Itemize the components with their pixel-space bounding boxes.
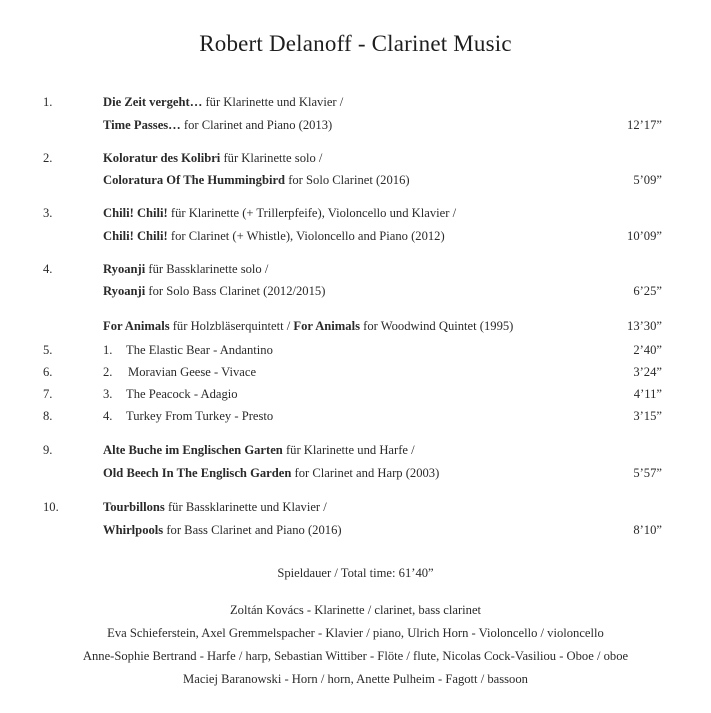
track-title-de: Koloratur des Kolibri für Klarinette solo /: [103, 151, 323, 165]
suite-duration: 13’30”: [627, 319, 662, 333]
track-number: 9.: [43, 443, 53, 457]
track-title-de: Die Zeit vergeht… für Klarinette und Klavier /: [103, 95, 344, 109]
track-number: 7.: [43, 387, 53, 401]
movement-title: Turkey From Turkey - Presto: [126, 409, 274, 423]
track-number: 2.: [43, 151, 53, 165]
track-title-en: Chili! Chili! for Clarinet (+ Whistle), Violoncello and Piano (2012): [103, 229, 445, 243]
movement-duration: 3’15”: [633, 409, 662, 423]
track-duration: 8’10”: [633, 523, 662, 537]
track-number: 10.: [43, 500, 59, 514]
track-title-en: Coloratura Of The Hummingbird for Solo Clarinet (2016): [103, 173, 410, 187]
movement-number: 3.: [103, 387, 113, 401]
movement-title: The Elastic Bear - Andantino: [126, 343, 273, 357]
credit-line: Eva Schieferstein, Axel Gremmelspacher - Klavier / piano, Ulrich Horn - Violoncello / violoncello: [107, 626, 604, 640]
credit-line: Maciej Baranowski - Horn / horn, Anette Pulheim - Fagott / bassoon: [183, 672, 528, 686]
suite-title: For Animals für Holzbläserquintett / For Animals for Woodwind Quintet (1995): [103, 319, 514, 333]
page-title: Robert Delanoff - Clarinet Music: [199, 31, 512, 56]
track-duration: 5’57”: [633, 466, 662, 480]
movement-duration: 3’24”: [633, 365, 662, 379]
movement-number: 4.: [103, 409, 113, 423]
track-duration: 5’09”: [633, 173, 662, 187]
movement-title: Moravian Geese - Vivace: [128, 365, 257, 379]
track-number: 3.: [43, 206, 53, 220]
movement-duration: 2’40”: [633, 343, 662, 357]
credit-line: Zoltán Kovács - Klarinette / clarinet, bass clarinet: [229, 603, 482, 617]
movement-number: 1.: [103, 343, 113, 357]
track-title-en: Time Passes… for Clarinet and Piano (2013): [103, 118, 333, 132]
track-title-de: Ryoanji für Bassklarinette solo /: [103, 262, 269, 276]
total-time: Spieldauer / Total time: 61’40”: [277, 566, 434, 580]
track-title-de: Alte Buche im Englischen Garten für Klarinette und Harfe /: [103, 443, 415, 457]
track-number: 6.: [43, 365, 53, 379]
track-number: 1.: [43, 95, 53, 109]
movement-duration: 4’11”: [633, 387, 662, 401]
track-duration: 6’25”: [633, 284, 662, 298]
track-duration: 12’17”: [627, 118, 662, 132]
track-duration: 10’09”: [627, 229, 662, 243]
track-title-en: Whirlpools for Bass Clarinet and Piano (2016): [103, 523, 342, 537]
track-number: 8.: [43, 409, 53, 423]
movement-number: 2.: [103, 365, 113, 379]
track-title-de: Tourbillons für Bassklarinette und Klavier /: [103, 500, 327, 514]
track-title-en: Old Beech In The Englisch Garden for Clarinet and Harp (2003): [103, 466, 440, 480]
movement-title: The Peacock - Adagio: [126, 387, 238, 401]
track-number: 4.: [43, 262, 53, 276]
track-number: 5.: [43, 343, 53, 357]
track-title-en: Ryoanji for Solo Bass Clarinet (2012/2015): [103, 284, 326, 298]
track-title-de: Chili! Chili! für Klarinette (+ Trillerpfeife), Violoncello und Klavier /: [103, 206, 457, 220]
credit-line: Anne-Sophie Bertrand - Harfe / harp, Sebastian Wittiber - Flöte / flute, Nicolas Cock-Vasiliou - Oboe / oboe: [82, 649, 629, 663]
